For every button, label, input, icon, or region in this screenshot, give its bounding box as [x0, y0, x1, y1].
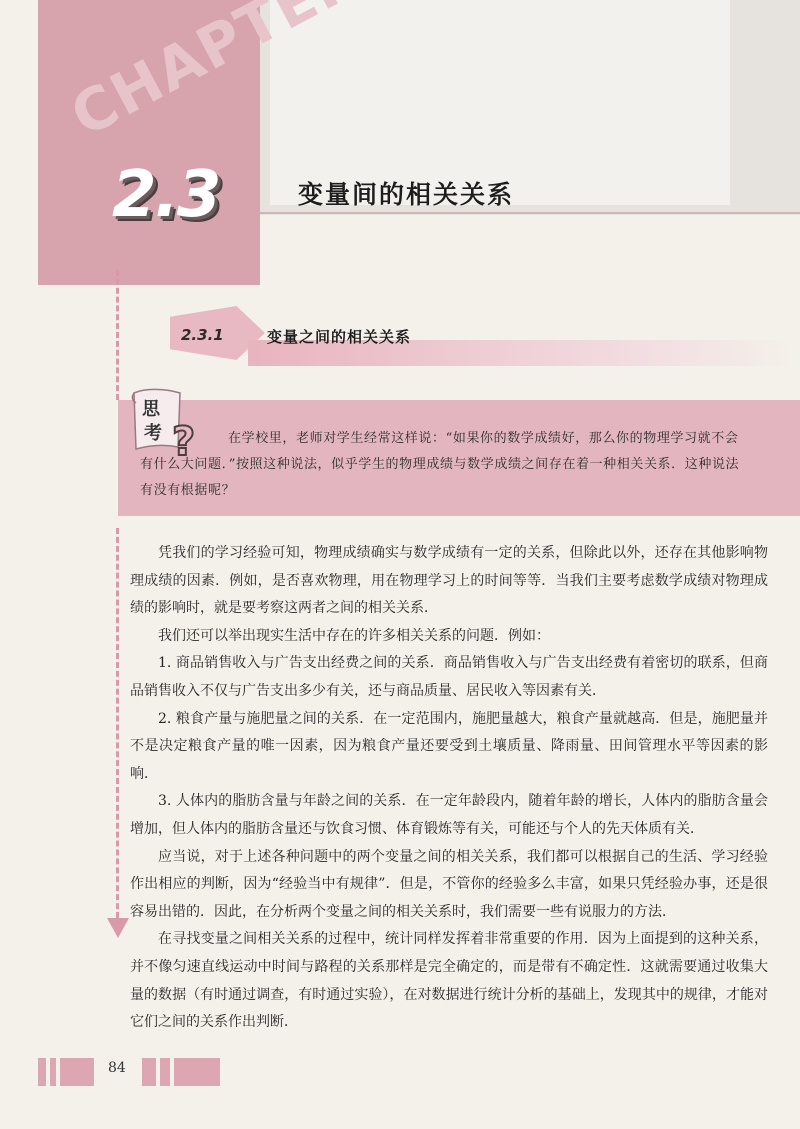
footer-bar — [50, 1058, 56, 1086]
subsection-title: 变量之间的相关关系 — [267, 328, 412, 346]
body-paragraph: 应当说，对于上述各种问题中的两个变量之间的相关关系，我们都可以根据自己的生活、学习经验作出相应的判断，因为“经验当中有规律”．但是，不管你的经验多么丰富，如果只凭经验办事，还是很容易出错的．因此，在分析两个变量之间的相关关系时，我们需要一些有说服力的方法． — [130, 848, 768, 920]
body-text — [130, 540, 768, 1037]
think-char-1: 思 — [142, 399, 160, 420]
left-dashed-rule-upper — [116, 270, 119, 400]
think-question-mark: ? — [172, 419, 196, 465]
footer-bar — [160, 1058, 170, 1086]
footer-bar — [174, 1058, 220, 1086]
body-paragraph: 在寻找变量之间相关关系的过程中，统计同样发挥着非常重要的作用．因为上面提到的这种关系，并不像匀速直线运动中时间与路程的关系那样是完全确定的，而是带有不确定性．这就需要通过收集大量的数据（有时通过调查，有时通过实验），在对数据进行统计分析的基础上，发现其中的规律，才能对它们之间的关系作出判断． — [130, 931, 768, 1031]
down-arrow-icon — [107, 918, 129, 938]
section-number: 2.3 — [112, 158, 220, 232]
left-dashed-rule-lower — [116, 528, 119, 918]
footer-bar — [38, 1058, 46, 1086]
body-paragraph: 2. 粮食产量与施肥量之间的关系．在一定范围内，施肥量越大，粮食产量就越高．但是，施肥量并不是决定粮食产量的唯一因素，因为粮食产量还要受到土壤质量、降雨量、田间管理水平等因素的影响． — [130, 710, 768, 782]
section-title: 变量间的相关关系 — [298, 180, 515, 209]
footer-bar — [60, 1058, 94, 1086]
footer-bar — [142, 1058, 156, 1086]
subsection-number: 2.3.1 — [181, 326, 224, 344]
think-box-text — [140, 426, 740, 504]
page-number: 84 — [108, 1060, 126, 1076]
body-paragraph: 凭我们的学习经验可知，物理成绩确实与数学成绩有一定的关系，但除此以外，还存在其他影响物理成绩的因素．例如，是否喜欢物理，用在物理学习上的时间等等．当我们主要考虑数学成绩对物理成绩的影响时，就是要考察这两者之间的相关关系． — [130, 545, 768, 617]
body-paragraph: 3. 人体内的脂肪含量与年龄之间的关系．在一定年龄段内，随着年龄的增长，人体内的脂肪含量会增加，但人体内的脂肪含量还与饮食习惯、体育锻炼等有关，可能还与个人的先天体质有关． — [130, 793, 768, 837]
think-char-2: 考 — [144, 423, 162, 444]
title-rule — [260, 212, 800, 214]
chapter-watermark: CHAPTER — [60, 0, 372, 151]
think-box-paragraph: 在学校里，老师对学生经常这样说：“如果你的数学成绩好，那么你的物理学习就不会有什么大问题．”按照这种说法，似乎学生的物理成绩与数学成绩之间存在着一种相关关系．这种说法有没有根据呢？ — [140, 431, 740, 498]
body-paragraph: 我们还可以举出现实生活中存在的许多相关关系的问题．例如： — [158, 627, 550, 644]
body-paragraph: 1. 商品销售收入与广告支出经费之间的关系．商品销售收入与广告支出经费有着密切的联系，但商品销售收入不仅与广告支出多少有关，还与商品质量、居民收入等因素有关． — [130, 655, 768, 699]
subsection-banner — [170, 300, 800, 372]
